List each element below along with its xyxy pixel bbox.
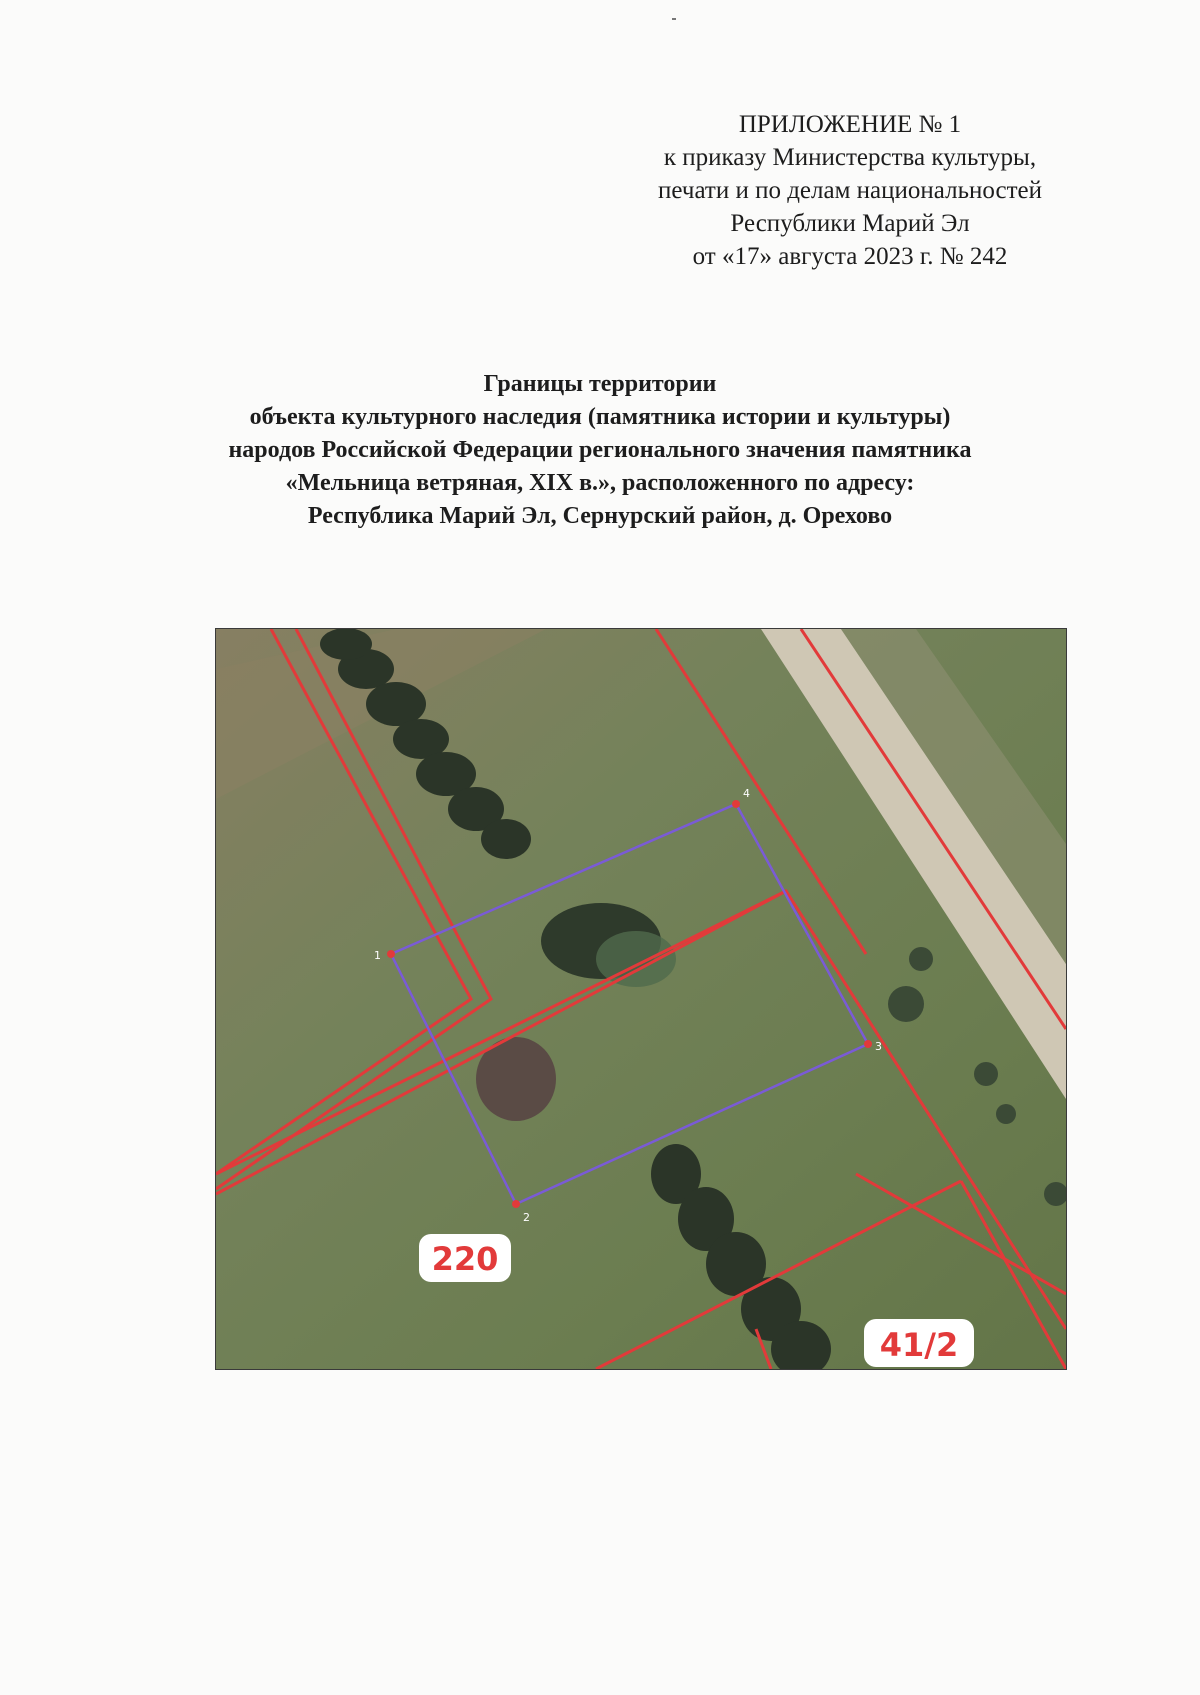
appendix-order-ref: к приказу Министерства культуры, [663,144,1037,171]
title-line-3: народов Российской Федерации регионального значения памятника [228,437,972,463]
aerial-map [215,628,1067,1370]
vertex-label-2: 2 [523,1211,530,1224]
document-title [150,368,1050,533]
title-line-5: Республика Марий Эл, Сернурский район, д. Орехово [307,503,893,529]
appendix-number: ПРИЛОЖЕНИЕ № 1 [738,111,962,138]
vertex-label-3: 3 [875,1040,882,1053]
map-canvas [216,629,1066,1369]
title-line-2: объекта культурного наследия (памятника истории и культуры) [249,404,951,430]
title-line-4: «Мельница ветряная, XIX в.», расположенного по адресу: [285,470,915,496]
parcel-label-41-2 [864,1319,974,1367]
parcel-number-220: 220 [431,1240,499,1278]
appendix-date-number: от «17» августа 2023 г. № 242 [692,243,1008,270]
title-line-1: Границы территории [483,371,717,397]
vertex-3 [864,1040,872,1048]
scan-artifact [672,18,676,20]
vertex-1 [387,950,395,958]
parcel-number-41-2: 41/2 [879,1326,959,1364]
parcel-label-220 [419,1234,511,1282]
vertex-label-1: 1 [374,949,381,962]
vertex-4 [732,800,740,808]
appendix-header [620,108,1080,273]
vertex-label-4: 4 [743,787,750,800]
vertex-2 [512,1200,520,1208]
appendix-republic: Республики Марий Эл [730,210,970,237]
appendix-ministry: печати и по делам национальностей [658,177,1042,204]
